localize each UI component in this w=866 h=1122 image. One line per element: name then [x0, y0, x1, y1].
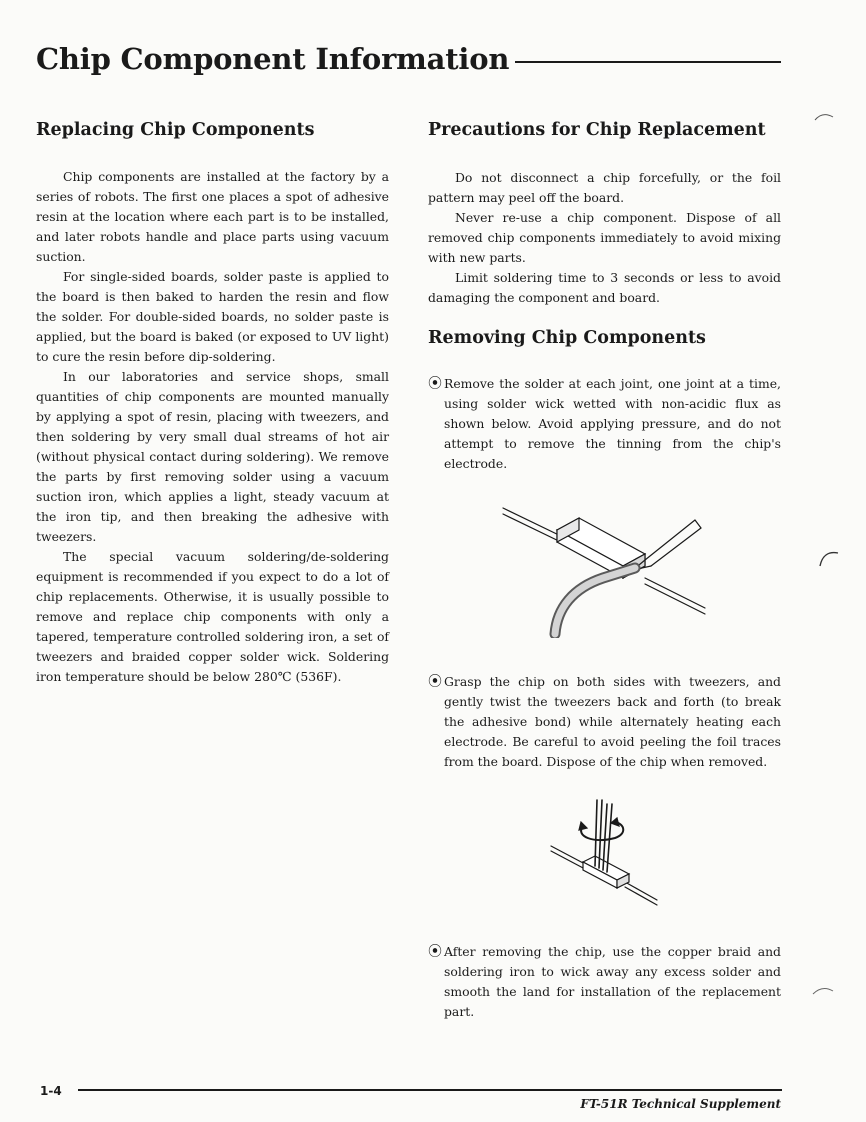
step-2: [428, 672, 781, 772]
scan-mark: [818, 548, 840, 568]
document-title: FT-51R Technical Supplement: [580, 1097, 781, 1111]
step-1-text: Remove the solder at each joint, one joint at a time, using solder wick wetted with non-acidic flux as shown below. Avoid applying pressure, and do not attempt to remove the tinning from the chip's electrode.: [444, 376, 781, 471]
page-title: Chip Component Information: [36, 42, 510, 76]
bullet-icon: ⦿: [428, 944, 442, 960]
page-header: [36, 42, 781, 76]
precaution-2: Never re-use a chip component. Dispose of all removed chip components immediately to avoid mixing with new parts.: [428, 210, 781, 265]
footer-rule: [78, 1089, 782, 1091]
replacing-paragraph-2: For single-sided boards, solder paste is applied to the board is then baked to harden the resin and flow the solder. For double-sided boards, no solder paste is applied, but the board is baked (or exposed to UV light) to cure the resin before dip-soldering.: [36, 269, 389, 364]
left-column: [36, 120, 389, 687]
replacing-heading: Replacing Chip Components: [36, 120, 315, 140]
scan-mark: [812, 984, 834, 996]
precautions-heading: Precautions for Chip Replacement: [428, 120, 766, 140]
replacing-paragraph-3: In our laboratories and service shops, small quantities of chip components are mounted manually by applying a spot of resin, placing with tweezers, and then soldering by very small dual streams of hot air (without physical contact during soldering). We remove the parts by first removing solder using a vacuum suction iron, which applies a light, steady vacuum at the iron tip, and then breaking the adhesive with tweezers.: [36, 369, 389, 544]
scan-mark: [814, 112, 834, 122]
title-rule: [515, 61, 781, 63]
bullet-icon: ⦿: [428, 376, 442, 392]
solder-wick-illustration: [495, 498, 715, 638]
removing-heading: Removing Chip Components: [428, 328, 706, 348]
precaution-3: Limit soldering time to 3 seconds or less to avoid damaging the component and board.: [428, 270, 781, 305]
step-2-text: Grasp the chip on both sides with tweezers, and gently twist the tweezers back and forth (to break the adhesive bond) while alternately heating each electrode. Be careful to avoid peeling the foil traces from the board. Dispose of the chip when removed.: [444, 674, 781, 769]
step-3: [428, 942, 781, 1022]
step-3-text: After removing the chip, use the copper braid and soldering iron to wick away any excess solder and smooth the land for installation of the replacement part.: [444, 944, 781, 1019]
right-column: [428, 120, 781, 1022]
replacing-paragraph-4: The special vacuum soldering/de-soldering equipment is recommended if you expect to do a lot of chip replacements. Otherwise, it is usually possible to remove and replace chip components with only a tapered, temperature controlled soldering iron, a set of tweezers and braided copper solder wick. Soldering iron temperature should be below 280℃ (536F).: [36, 549, 389, 684]
tweezers-illustration: [545, 796, 665, 906]
precaution-1: Do not disconnect a chip forcefully, or the foil pattern may peel off the board.: [428, 170, 781, 205]
page-number: 1-4: [40, 1084, 62, 1098]
bullet-icon: ⦿: [428, 674, 442, 690]
replacing-paragraph-1: Chip components are installed at the factory by a series of robots. The first one places a spot of adhesive resin at the location where each part is to be installed, and later robots handle and place parts using vacuum suction.: [36, 169, 389, 264]
step-1: [428, 374, 781, 474]
